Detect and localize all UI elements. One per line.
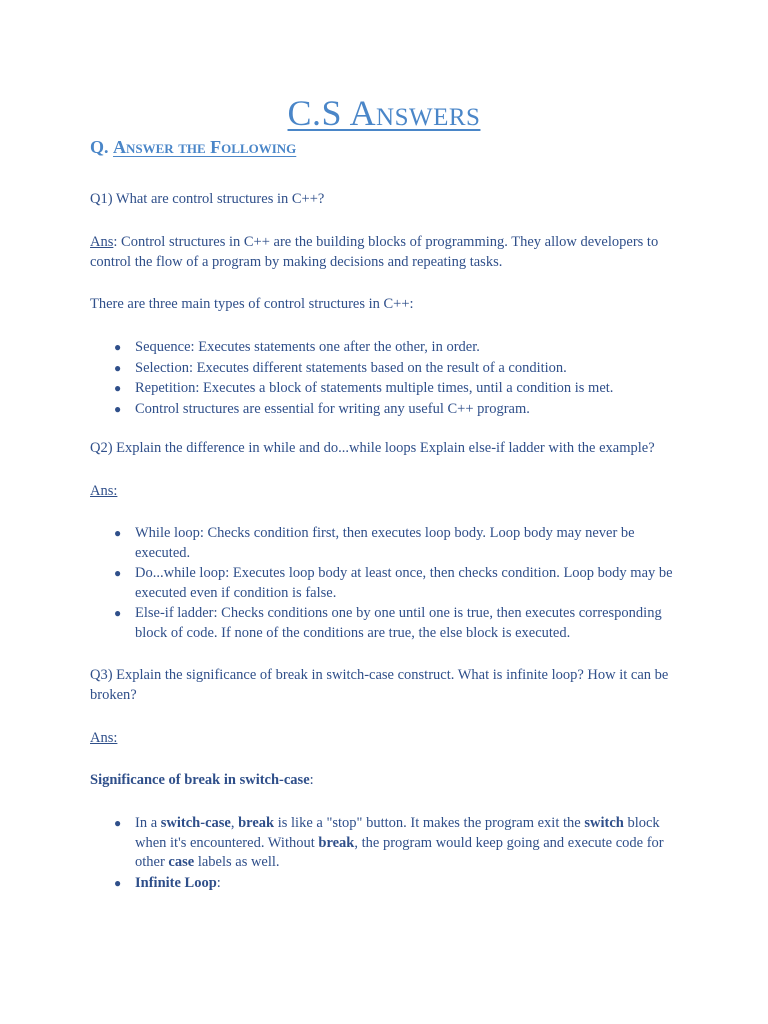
list-item xyxy=(90,524,690,563)
section-heading xyxy=(90,137,296,158)
list-item xyxy=(90,874,690,894)
bold-run: switch-case xyxy=(160,815,231,831)
list-item xyxy=(90,379,690,399)
bold-run: Infinite Loop xyxy=(135,874,217,891)
section-heading-text: Answer the Following xyxy=(113,137,297,157)
bold-run: break xyxy=(318,834,355,851)
q1-ans-label: Ans xyxy=(90,234,114,250)
q3-sig-colon: : xyxy=(309,772,314,788)
text-run: block when it's encountered. Without xyxy=(135,815,660,851)
list-item xyxy=(90,359,690,379)
list-item xyxy=(90,400,690,420)
q3-bullet-list xyxy=(90,814,690,894)
bullet-icon: ● xyxy=(114,340,122,354)
list-item-text: Repetition: Executes a block of statements multiple times, until a condition is met. xyxy=(135,380,614,396)
bullet-icon: ● xyxy=(114,566,122,580)
bold-run: case xyxy=(168,854,195,870)
q1-bullet-list xyxy=(90,338,690,420)
bullet-icon: ● xyxy=(114,526,122,540)
text-run: is like a "stop" button. It makes the program exit the xyxy=(274,815,585,831)
text-run: In a xyxy=(135,815,161,831)
list-item-text: While loop: Checks condition first, then executes loop body. Loop body may never be executed. xyxy=(135,525,635,561)
q1-answer-text: : Control structures in C++ are the building blocks of programming. They allow developers to control the flow of a program by making decisions and repeating tasks. xyxy=(90,234,659,270)
q2-bullet-list xyxy=(90,524,690,644)
list-item-text: Control structures are essential for writing any useful C++ program. xyxy=(135,400,530,417)
bullet-icon: ● xyxy=(114,875,122,890)
list-item xyxy=(90,564,690,603)
text-run: : xyxy=(216,874,221,891)
list-item-text: Else-if ladder: Checks conditions one by one until one is true, then executes corresponding block of code. If none of the conditions are true, the else block is executed. xyxy=(135,605,662,641)
list-item xyxy=(90,338,690,358)
bullet-icon: ● xyxy=(114,360,122,375)
section-prefix: Q. xyxy=(90,137,114,157)
q3-question: Q3) Explain the significance of break in switch-case construct. What is infinite loop? How it can be broken? xyxy=(90,667,669,703)
q3-ans-label: Ans: xyxy=(90,730,118,746)
q1-question: Q1) What are control structures in C++? xyxy=(90,191,325,207)
bullet-icon: ● xyxy=(114,606,122,620)
list-item-text: Selection: Executes different statements based on the result of a condition. xyxy=(135,359,567,376)
list-item xyxy=(90,604,690,643)
bold-run: switch xyxy=(584,815,624,831)
bullet-icon: ● xyxy=(114,401,122,416)
q3-sig-heading xyxy=(90,770,690,790)
bold-run: break xyxy=(238,815,275,831)
q2-question: Q2) Explain the difference in while and do...while loops Explain else-if ladder with the example? xyxy=(90,440,655,456)
text-run: , xyxy=(230,815,239,831)
text-run: labels as well. xyxy=(194,854,280,870)
q1-answer xyxy=(90,232,690,272)
q3-sig-heading-text: Significance of break in switch-case xyxy=(90,772,310,788)
document-title: C.S Answers xyxy=(287,93,481,133)
list-item xyxy=(90,814,690,873)
list-item-text: Do...while loop: Executes loop body at least once, then checks condition. Loop body may be executed even if condition is false. xyxy=(135,565,673,601)
q2-ans-label: Ans: xyxy=(90,483,118,499)
bullet-icon: ● xyxy=(114,816,122,830)
bullet-icon: ● xyxy=(114,381,122,395)
q1-intro: There are three main types of control structures in C++: xyxy=(90,296,414,312)
text-run: , the program would keep going and execute code for other xyxy=(135,834,664,870)
list-item-text: Sequence: Executes statements one after the other, in order. xyxy=(135,339,480,355)
